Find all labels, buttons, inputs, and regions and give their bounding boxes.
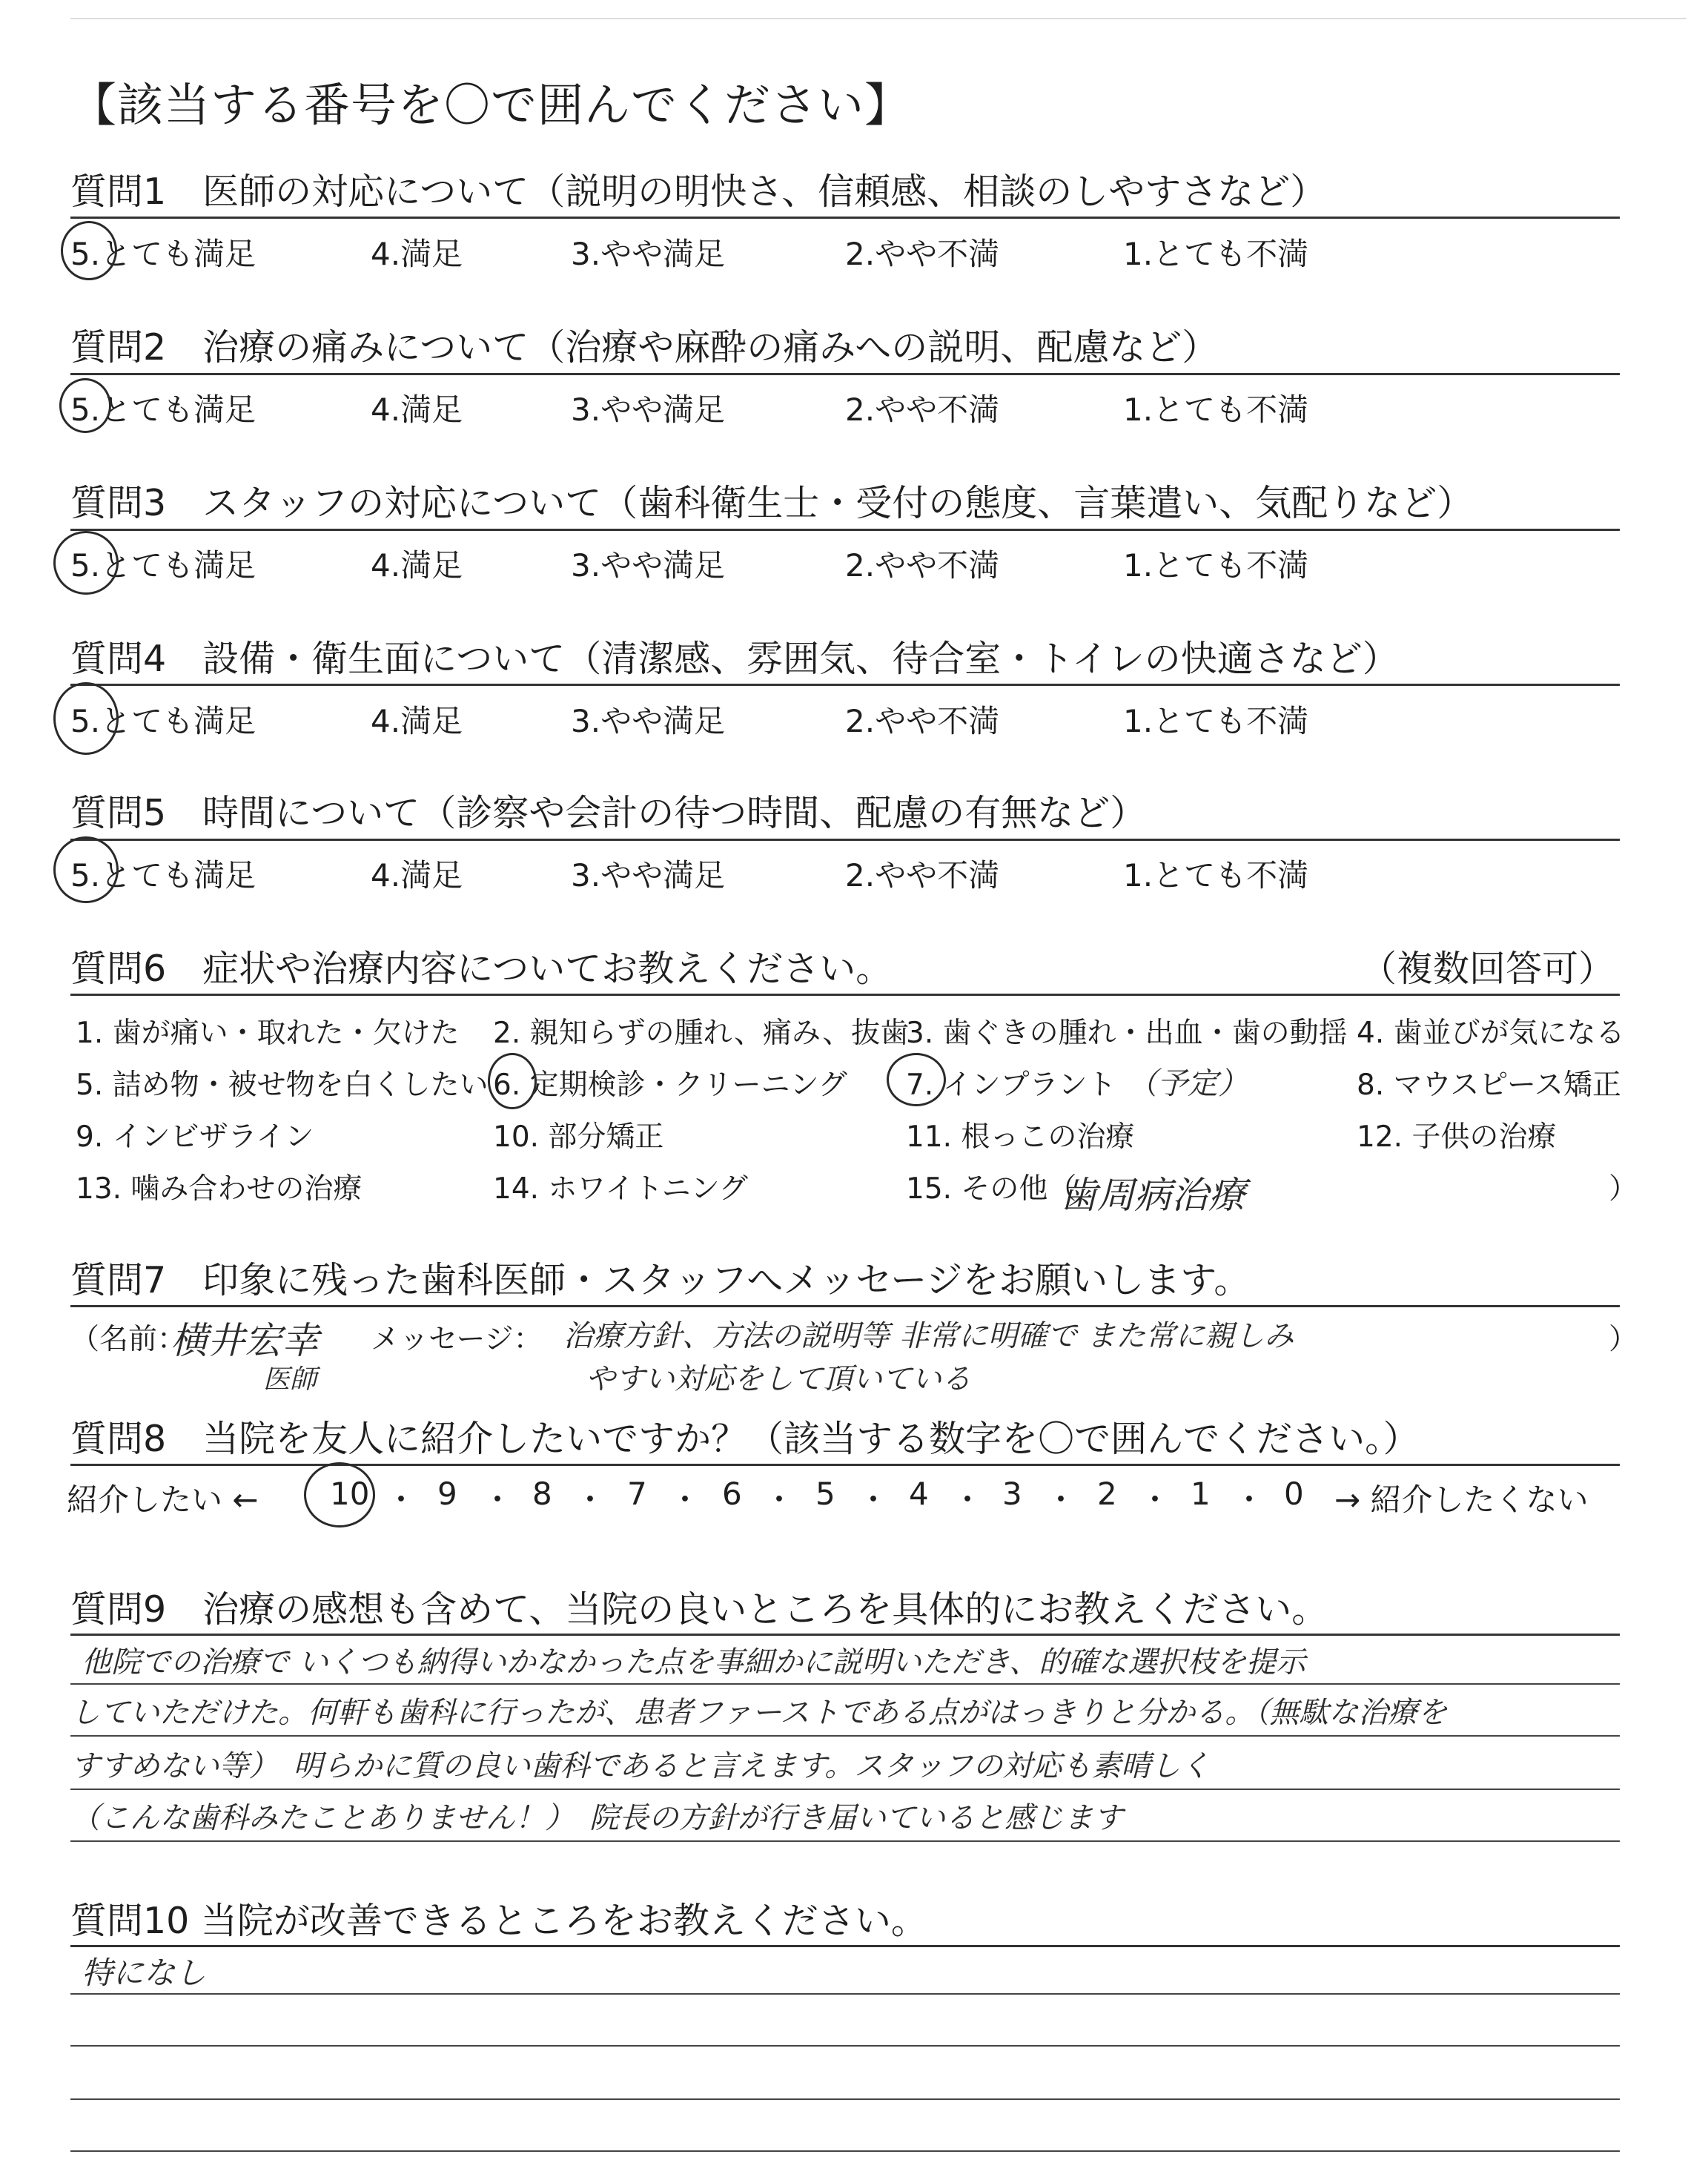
q1-option-2[interactable]: 2.やや不満 (845, 236, 1000, 272)
q6-option-13[interactable]: 13. 噛み合わせの治療 (76, 1172, 363, 1206)
q2-selection-circle (59, 378, 111, 433)
q10-answer: 特になし (82, 1955, 207, 1991)
q4-title: 質問4 設備・衛生面について（清潔感、雰囲気、待合室・トイレの快適さなど） (70, 638, 1399, 680)
q3-option-2[interactable]: 2.やや不満 (845, 547, 1000, 584)
q6-option-6-circle (488, 1053, 537, 1109)
q4-option-3[interactable]: 3.やや満足 (571, 703, 726, 739)
q4-option-1[interactable]: 1.とても不満 (1123, 703, 1309, 739)
q8-scale-7[interactable]: 7 (627, 1476, 647, 1512)
q8-left-label: 紹介したい ← (67, 1482, 259, 1518)
q10-line-2 (70, 2045, 1620, 2047)
q6-option-3[interactable]: 3. 歯ぐきの腫れ・出血・歯の動揺 (906, 1017, 1348, 1050)
q9-answer-line-3: すすめない等） 明らかに質の良い歯科であると言えます。スタッフの対応も素晴しく (70, 1749, 1211, 1783)
q1-rule (70, 217, 1620, 219)
q6-option-14[interactable]: 14. ホワイトニング (493, 1172, 748, 1206)
q4-rule (70, 684, 1620, 686)
q6-option-7[interactable]: 7. インプラント (906, 1069, 1116, 1102)
q6-option-5[interactable]: 5. 詰め物・被せ物を白くしたい (76, 1069, 489, 1102)
q1-selection-circle (61, 221, 117, 280)
q3-option-5[interactable]: 5.とても満足 (70, 547, 256, 584)
q8-dot: ・ (1139, 1482, 1171, 1518)
q7-message-line-1: 治療方針、方法の説明等 非常に明確で また常に親しみ (563, 1319, 1294, 1353)
q8-dot: ・ (1045, 1482, 1077, 1518)
q8-scale-9[interactable]: 9 (437, 1476, 457, 1512)
instruction-header: 【該当する番号を〇で囲んでください】 (70, 78, 912, 132)
q6-option-10[interactable]: 10. 部分矯正 (493, 1120, 664, 1154)
q6-multi-note: （複数回答可） (1360, 948, 1615, 990)
q5-option-4[interactable]: 4.満足 (371, 857, 463, 894)
q9-answer-line-4: （こんな歯科みたことありません！） 院長の方針が行き届いていると感じます (70, 1801, 1123, 1835)
q5-title: 質問5 時間について（診察や会計の待つ時間、配慮の有無など） (70, 792, 1147, 834)
q6-option-8[interactable]: 8. マウスピース矯正 (1357, 1069, 1621, 1102)
q8-dot: ・ (482, 1482, 514, 1518)
q6-other-text: 歯周病治療 (1060, 1174, 1245, 1217)
q2-option-4[interactable]: 4.満足 (371, 392, 463, 428)
q6-other-close: ） (1609, 1172, 1638, 1206)
q7-name-value: 横井宏幸 (171, 1319, 319, 1362)
q4-option-4[interactable]: 4.満足 (371, 703, 463, 739)
q8-dot: ・ (764, 1482, 795, 1518)
q8-dot: ・ (858, 1482, 890, 1518)
q1-option-4[interactable]: 4.満足 (371, 236, 463, 272)
q9-line-2 (70, 1735, 1620, 1737)
top-border (70, 18, 1687, 19)
q8-scale-0[interactable]: 0 (1284, 1476, 1304, 1512)
q1-title: 質問1 医師の対応について（説明の明快さ、信頼感、相談のしやすさなど） (70, 171, 1327, 213)
q8-scale-6[interactable]: 6 (722, 1476, 742, 1512)
q6-option-2[interactable]: 2. 親知らずの腫れ、痛み、抜歯 (493, 1017, 910, 1050)
q5-selection-circle (53, 836, 119, 903)
q5-rule (70, 839, 1620, 841)
q5-option-3[interactable]: 3.やや満足 (571, 857, 726, 894)
q8-dot: ・ (1234, 1482, 1265, 1518)
q8-dot: ・ (669, 1482, 701, 1518)
q3-option-3[interactable]: 3.やや満足 (571, 547, 726, 584)
q8-right-label: → 紹介したくない (1334, 1482, 1589, 1518)
q2-option-5[interactable]: 5.とても満足 (70, 392, 256, 428)
q8-selection-circle (304, 1462, 375, 1527)
q8-rule (70, 1464, 1620, 1466)
q8-scale-8[interactable]: 8 (532, 1476, 552, 1512)
q7-message-label: メッセージ： (371, 1323, 543, 1356)
q10-rule (70, 1945, 1620, 1947)
q8-dot: ・ (952, 1482, 984, 1518)
q9-line-3 (70, 1789, 1620, 1790)
q4-selection-circle (53, 682, 119, 755)
q6-option-1[interactable]: 1. 歯が痛い・取れた・欠けた (76, 1017, 460, 1050)
q8-scale-3[interactable]: 3 (1002, 1476, 1022, 1512)
q9-title: 質問9 治療の感想も含めて、当院の良いところを具体的にお教えください。 (70, 1588, 1328, 1631)
q7-close: ） (1609, 1323, 1638, 1356)
q1-option-1[interactable]: 1.とても不満 (1123, 236, 1309, 272)
q1-option-5[interactable]: 5.とても満足 (70, 236, 256, 272)
q8-scale-4[interactable]: 4 (909, 1476, 929, 1512)
q2-option-2[interactable]: 2.やや不満 (845, 392, 1000, 428)
q3-rule (70, 529, 1620, 531)
q10-line-3 (70, 2098, 1620, 2100)
q6-option-12[interactable]: 12. 子供の治療 (1357, 1120, 1557, 1154)
q6-option-11[interactable]: 11. 根っこの治療 (906, 1120, 1135, 1154)
q7-title: 質問7 印象に残った歯科医師・スタッフへメッセージをお願いします。 (70, 1259, 1251, 1301)
q3-option-4[interactable]: 4.満足 (371, 547, 463, 584)
q8-scale-5[interactable]: 5 (815, 1476, 835, 1512)
q4-option-5[interactable]: 5.とても満足 (70, 703, 256, 739)
q3-option-1[interactable]: 1.とても不満 (1123, 547, 1309, 584)
q10-title: 質問10 当院が改善できるところをお教えください。 (70, 1900, 927, 1942)
q7-name-label: （名前： (70, 1323, 187, 1356)
q8-dot: ・ (385, 1482, 417, 1518)
q3-title: 質問3 スタッフの対応について（歯科衛生士・受付の態度、言葉遣い、気配りなど） (70, 482, 1474, 524)
q2-rule (70, 373, 1620, 375)
q6-title: 質問6 症状や治療内容についてお教えください。 (70, 948, 893, 990)
q1-option-3[interactable]: 3.やや満足 (571, 236, 726, 272)
q9-answer-line-1: 他院での治療で いくつも納得いかなかった点を事細かに説明いただき、的確な選択枝を提示 (82, 1645, 1306, 1680)
q7-message-line-2: やすい対応をして頂いている (586, 1362, 971, 1396)
q4-option-2[interactable]: 2.やや不満 (845, 703, 1000, 739)
q7-name-role: 医師 (263, 1364, 317, 1395)
q8-scale-1[interactable]: 1 (1191, 1476, 1211, 1512)
q8-scale-2[interactable]: 2 (1097, 1476, 1117, 1512)
q7-rule (70, 1305, 1620, 1307)
q6-rule (70, 994, 1620, 996)
q9-line-1 (70, 1683, 1620, 1685)
q5-option-1[interactable]: 1.とても不満 (1123, 857, 1309, 894)
q3-selection-circle (53, 531, 119, 595)
q9-line-4 (70, 1840, 1620, 1842)
q6-option-6[interactable]: 6. 定期検診・クリーニング (493, 1069, 847, 1102)
q8-dot: ・ (575, 1482, 606, 1518)
q8-title: 質問8 当院を友人に紹介したいですか？（該当する数字を〇で囲んでください。） (70, 1418, 1420, 1460)
q10-line-1 (70, 1993, 1620, 1995)
q9-rule (70, 1634, 1620, 1636)
q2-option-1[interactable]: 1.とても不満 (1123, 392, 1309, 428)
q9-answer-line-2: していただけた。何軒も歯科に行ったが、患者ファーストである点がはっきりと分かる。（無駄な治療を (70, 1696, 1448, 1730)
q6-implant-note: （予定） (1127, 1066, 1248, 1101)
q6-option-7-circle (887, 1053, 946, 1106)
q10-line-4 (70, 2150, 1620, 2152)
q6-option-9[interactable]: 9. インビザライン (76, 1120, 314, 1154)
q5-option-5[interactable]: 5.とても満足 (70, 857, 256, 894)
q5-option-2[interactable]: 2.やや不満 (845, 857, 1000, 894)
q2-title: 質問2 治療の痛みについて（治療や麻酔の痛みへの説明、配慮など） (70, 326, 1219, 369)
q6-option-15[interactable]: 15. その他（ (906, 1172, 1077, 1206)
q2-option-3[interactable]: 3.やや満足 (571, 392, 726, 428)
q8-scale-10[interactable]: 10 (330, 1476, 370, 1512)
q6-option-4[interactable]: 4. 歯並びが気になる (1357, 1017, 1625, 1050)
